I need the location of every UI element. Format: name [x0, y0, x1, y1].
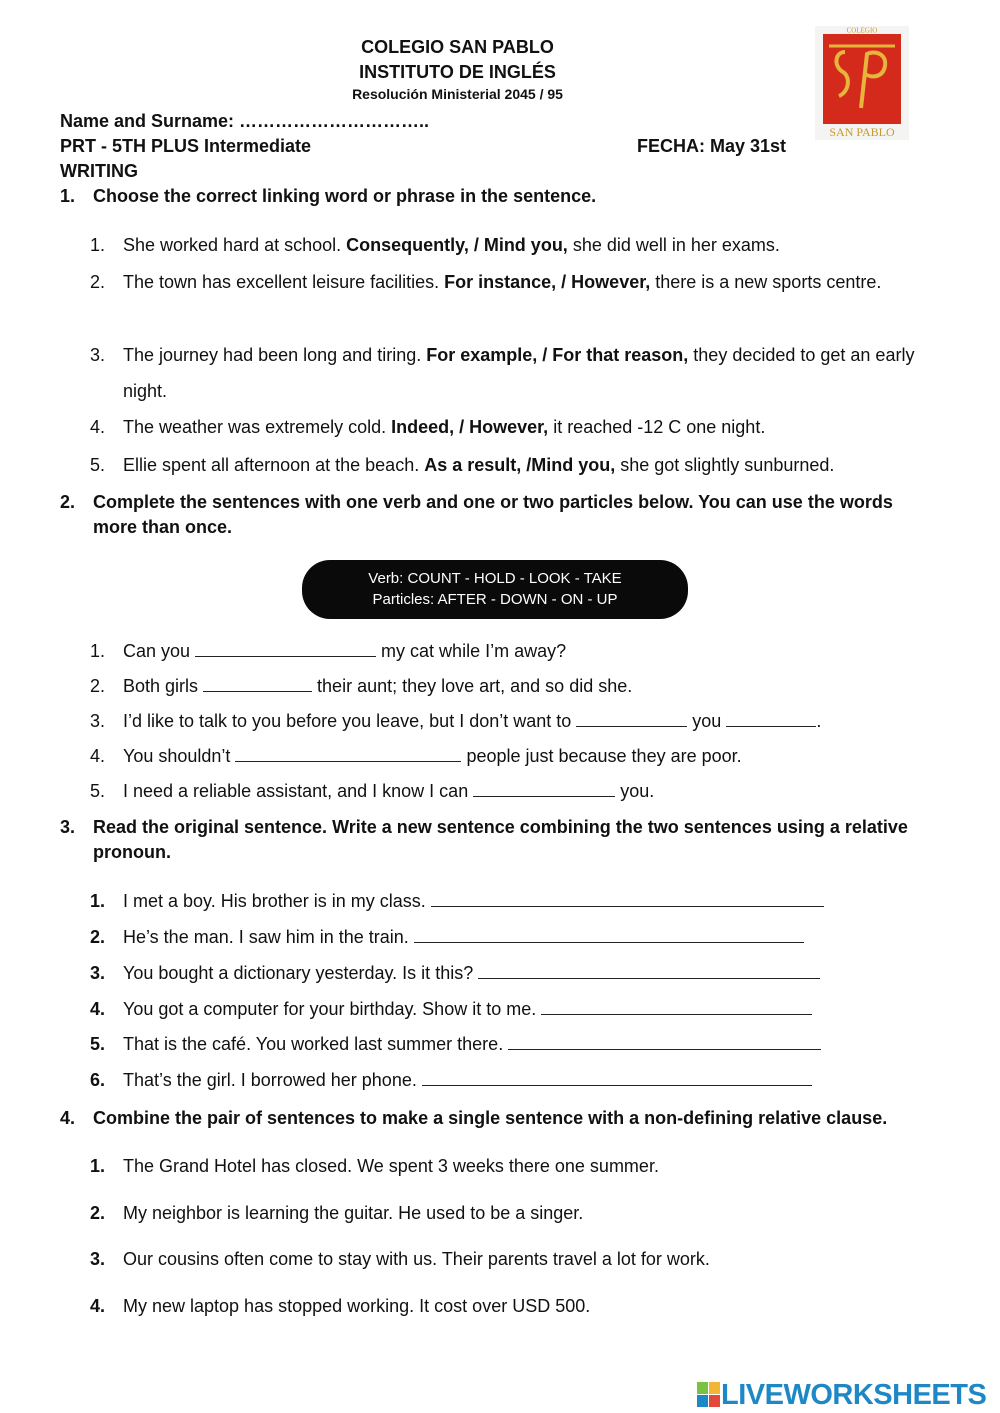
sentence-text: Ellie spent all afternoon at the beach. — [123, 455, 425, 475]
item-number: 1. — [90, 891, 106, 911]
answer-blank[interactable] — [726, 710, 816, 727]
linking-options[interactable]: For instance, / However, — [444, 272, 651, 292]
sentence-text: Both girls — [123, 676, 204, 696]
item-number: 4. — [90, 417, 106, 437]
item-number: 4. — [90, 1296, 106, 1316]
answer-blank[interactable] — [235, 745, 461, 762]
sentence-text: He’s the man. I saw him in the train. — [123, 927, 414, 947]
ex2-item — [90, 738, 940, 774]
sentence-text: you — [687, 711, 727, 731]
item-number: 4. — [90, 746, 106, 766]
sentence-text: She worked hard at school. — [123, 235, 347, 255]
ex2-item — [90, 633, 940, 669]
liveworksheets-brand[interactable] — [697, 1378, 986, 1412]
item-number: 3. — [90, 345, 106, 365]
sentence-text: You got a computer for your birthday. Show it to me. — [123, 999, 542, 1019]
answer-blank[interactable] — [473, 780, 615, 797]
ex1-item — [90, 227, 940, 263]
exercise-text: Read the original sentence. Write a new sentence combining the two sentences using a relative pronoun. — [93, 817, 908, 862]
sentence-text: people just because they are poor. — [461, 746, 742, 766]
resolution-text: Resolución Ministerial 2045 / 95 — [352, 86, 563, 102]
ex3-item — [90, 1062, 940, 1098]
sentence-text: she did well in her exams. — [567, 235, 780, 255]
ex4-item — [90, 1288, 940, 1324]
linking-options[interactable]: Indeed, / However, — [391, 417, 549, 437]
sentence-text: Can you — [123, 641, 196, 661]
sentence-text: The Grand Hotel has closed. We spent 3 weeks there one summer. — [123, 1156, 659, 1176]
answer-blank[interactable] — [414, 926, 804, 943]
answer-blank[interactable] — [541, 998, 812, 1015]
exercise-number: 4. — [60, 1108, 76, 1128]
answer-blank[interactable] — [478, 962, 820, 979]
sentence-text: Our cousins often come to stay with us. Their parents travel a lot for work. — [123, 1249, 710, 1269]
sentence-text: there is a new sports centre. — [650, 272, 882, 292]
sentence-text: she got slightly sunburned. — [615, 455, 835, 475]
answer-blank[interactable] — [508, 1033, 821, 1050]
exercise-text: Combine the pair of sentences to make a single sentence with a non-defining relative clause. — [93, 1108, 888, 1128]
sentence-text: The journey had been long and tiring. — [123, 345, 427, 365]
item-number: 2. — [90, 272, 106, 292]
section-label: WRITING — [60, 161, 138, 181]
ex3-item — [90, 1026, 940, 1062]
sentence-text: my cat while I’m away? — [376, 641, 567, 661]
sentence-text: You shouldn’t — [123, 746, 236, 766]
item-number: 1. — [90, 1156, 106, 1176]
ex1-item — [90, 264, 940, 300]
answer-blank[interactable] — [576, 710, 687, 727]
exercise-number: 3. — [60, 817, 76, 837]
ex1-item — [90, 337, 940, 409]
logo-top-text: COLEGIO — [846, 26, 878, 35]
ex2-item — [90, 668, 940, 704]
linking-options[interactable]: For example, / For that reason, — [426, 345, 689, 365]
ex3-item — [90, 955, 940, 991]
answer-blank[interactable] — [431, 890, 824, 907]
ex3-item — [90, 991, 940, 1027]
item-number: 1. — [90, 235, 106, 255]
sentence-text: You bought a dictionary yesterday. Is it this? — [123, 963, 479, 983]
ex1-item — [90, 409, 940, 445]
ex2-item — [90, 773, 940, 809]
item-number: 5. — [90, 1034, 106, 1054]
exercise-number: 2. — [60, 492, 76, 512]
item-number: 3. — [90, 963, 106, 983]
ex2-item — [90, 703, 940, 739]
sentence-text: you. — [615, 781, 655, 801]
answer-blank[interactable] — [203, 675, 312, 692]
item-number: 2. — [90, 676, 106, 696]
sentence-text: The weather was extremely cold. — [123, 417, 392, 437]
linking-options[interactable]: As a result, /Mind you, — [424, 455, 616, 475]
name-surname-field[interactable]: Name and Surname: ………………………….. — [60, 111, 430, 131]
date-label: FECHA: May 31st — [637, 136, 787, 156]
ex4-item — [90, 1241, 940, 1277]
exercise-text: Choose the correct linking word or phrase in the sentence. — [93, 186, 597, 206]
exercise-2-title — [60, 490, 940, 540]
brand-name: LIVEWORKSHEETS — [721, 1378, 987, 1411]
exercise-1-title — [60, 184, 940, 209]
item-number: 4. — [90, 999, 106, 1019]
sentence-text: . — [816, 711, 822, 731]
course-label: PRT - 5TH PLUS Intermediate — [60, 136, 312, 156]
sentence-text: The town has excellent leisure facilities. — [123, 272, 445, 292]
sentence-text: it reached -12 C one night. — [548, 417, 766, 437]
sentence-text: I met a boy. His brother is in my class. — [123, 891, 431, 911]
school-name: COLEGIO SAN PABLO — [361, 37, 554, 57]
item-number: 6. — [90, 1070, 106, 1090]
item-number: 1. — [90, 641, 106, 661]
answer-blank[interactable] — [422, 1069, 812, 1086]
liveworksheets-icon — [697, 1382, 721, 1408]
verb-list: Verb: COUNT - HOLD - LOOK - TAKE — [368, 570, 622, 587]
item-number: 3. — [90, 1249, 106, 1269]
sentence-text: My neighbor is learning the guitar. He used to be a singer. — [123, 1203, 584, 1223]
logo-bottom-text: SAN PABLO — [829, 125, 895, 139]
ex3-item — [90, 919, 940, 955]
item-number: 5. — [90, 455, 106, 475]
exercise-text: Complete the sentences with one verb and one or two particles below. You can use the words more than once. — [93, 492, 893, 537]
linking-options[interactable]: Consequently, / Mind you, — [346, 235, 568, 255]
sentence-text: they decided to get an early night. — [123, 345, 915, 401]
exercise-4-title — [60, 1106, 940, 1131]
word-box — [302, 560, 688, 619]
item-number: 3. — [90, 711, 106, 731]
exercise-number: 1. — [60, 186, 76, 206]
institute-name: INSTITUTO DE INGLÉS — [359, 62, 556, 82]
school-logo — [815, 26, 909, 140]
ex3-item — [90, 883, 940, 919]
item-number: 2. — [90, 927, 106, 947]
sentence-text: That’s the girl. I borrowed her phone. — [123, 1070, 422, 1090]
sentence-text: That is the café. You worked last summer there. — [123, 1034, 509, 1054]
item-number: 2. — [90, 1203, 106, 1223]
ex4-item — [90, 1148, 940, 1184]
sentence-text: their aunt; they love art, and so did she. — [312, 676, 633, 696]
ex4-item — [90, 1195, 940, 1231]
sentence-text: I need a reliable assistant, and I know I can — [123, 781, 474, 801]
sentence-text: My new laptop has stopped working. It cost over USD 500. — [123, 1296, 591, 1316]
exercise-3-title — [60, 815, 940, 865]
item-number: 5. — [90, 781, 106, 801]
ex1-item — [90, 447, 940, 483]
particle-list: Particles: AFTER - DOWN - ON - UP — [372, 591, 618, 608]
answer-blank[interactable] — [195, 640, 376, 657]
sentence-text: I’d like to talk to you before you leave, but I don’t want to — [123, 711, 577, 731]
